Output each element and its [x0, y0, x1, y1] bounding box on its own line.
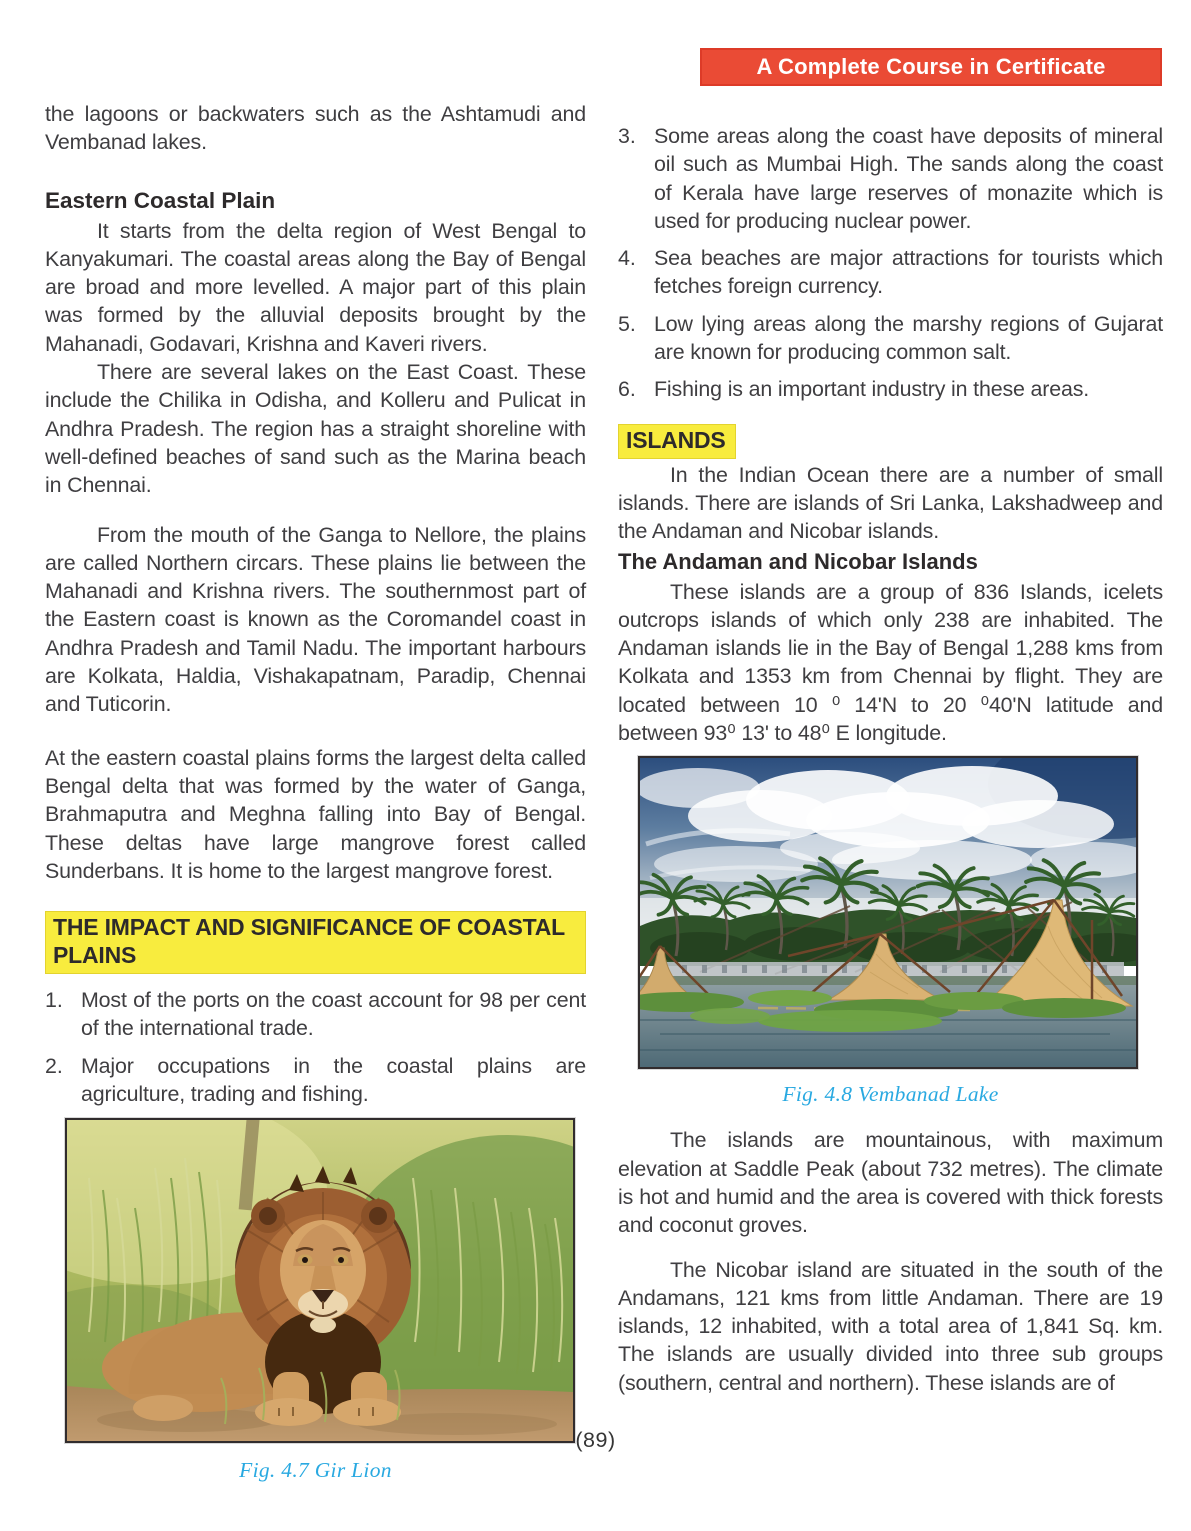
list-item-number: 5.	[618, 311, 636, 336]
eastern-plain-paragraph-2: There are several lakes on the East Coast. These include the Chilika in Odisha, and Kolleru and Pulicat in Andhra Pradesh. The region has a straight shoreline with well-defined beaches of sand such as the Marina beach in Chennai.	[45, 360, 586, 498]
significance-list-continued	[618, 122, 1163, 404]
list-item	[45, 1052, 586, 1109]
page-number: (89)	[575, 1428, 616, 1452]
figure-caption: Fig. 4.7 Gir Lion	[239, 1458, 392, 1483]
gir-lion-photo	[65, 1118, 575, 1443]
list-item	[618, 244, 1163, 301]
islands-intro-paragraph: In the Indian Ocean there are a number of small islands. There are islands of Sri Lanka, Lakshadweep and the Andaman and Nicobar islands.	[618, 462, 1163, 544]
list-item-text: Some areas along the coast have deposits of mineral oil such as Mumbai High. The sands along the coast of Kerala have large reserves of monazite which is used for producing nuclear power.	[654, 124, 1163, 233]
right-column	[618, 40, 1163, 1397]
islands-heading-wrap	[618, 424, 1163, 459]
bengal-delta-paragraph: At the eastern coastal plains forms the largest delta called Bengal delta that was formed by the water of Ganga, Brahmaputra and Meghna falling into Bay of Bengal. These deltas have large mangrove forest called Sunderbans. It is home to the largest mangrove forest.	[45, 745, 586, 883]
vembanad-lake-photo	[638, 756, 1138, 1069]
figure-caption: Fig. 4.8 Vembanad Lake	[782, 1082, 999, 1107]
list-item-number: 2.	[45, 1053, 63, 1078]
andaman-nicobar-subheading: The Andaman and Nicobar Islands	[618, 548, 978, 574]
gir-lion-photo-svg	[67, 1120, 573, 1441]
list-item-number: 6.	[618, 377, 636, 402]
list-item-text: Sea beaches are major attractions for tourists which fetches foreign currency.	[654, 246, 1163, 299]
list-item	[618, 122, 1163, 235]
list-item-text: Fishing is an important industry in these areas.	[654, 377, 1090, 402]
eastern-coastal-plain-heading: Eastern Coastal Plain	[45, 187, 276, 213]
impact-list	[45, 986, 586, 1108]
left-column	[45, 100, 586, 1483]
list-item-text: Major occupations in the coastal plains are agriculture, trading and fishing.	[81, 1053, 586, 1107]
list-item-number: 4.	[618, 246, 636, 271]
intro-continuation-paragraph: the lagoons or backwaters such as the Ashtamudi and Vembanad lakes.	[45, 102, 586, 155]
andaman-nicobar-paragraph: These islands are a group of 836 Islands, icelets outcrops islands of which only 238 are inhabited. The Andaman islands lie in the Bay of Bengal 1,288 kms from Kolkata and 1353 km from Chennai by flight. They are located between 10 ⁰ 14'N to 20 ⁰40'N latitude and between 93⁰ 13' to 48⁰ E longitude.	[618, 579, 1163, 746]
list-item	[618, 310, 1163, 367]
impact-significance-heading: THE IMPACT AND SIGNIFICANCE OF COASTAL PLAINS	[45, 911, 586, 974]
list-item-number: 3.	[618, 124, 636, 148]
impact-heading-wrap	[45, 911, 586, 974]
book-title-banner: A Complete Course in Certificate Geography-II	[700, 48, 1162, 86]
list-item	[618, 375, 1163, 403]
eastern-plain-paragraph-3: From the mouth of the Ganga to Nellore, the plains are called Northern circars. These plains lie between the Mahanadi and Krishna rivers. The southernmost part of the Eastern coast is known as the Coromandel coast in Andhra Pradesh and Tamil Nadu. The important harbours are Kolkata, Haldia, Vishakapatnam, Paradip, Chennai and Tuticorin.	[45, 522, 586, 717]
eastern-plain-paragraph-1: It starts from the delta region of West Bengal to Kanyakumari. The coastal areas along the Bay of Bengal are broad and more levelled. A major part of this plain was formed by the alluvial deposits brought by the Mahanadi, Godavari, Krishna and Kaveri rivers.	[45, 218, 586, 356]
list-item-text: Low lying areas along the marshy regions of Gujarat are known for producing common salt.	[654, 311, 1163, 365]
vembanad-lake-figure	[618, 756, 1163, 1107]
list-item	[45, 986, 586, 1043]
islands-mountainous-paragraph: The islands are mountainous, with maximum elevation at Saddle Peak (about 732 metres). The climate is hot and humid and the area is covered with thick forests and coconut groves.	[618, 1128, 1163, 1238]
nicobar-islands-paragraph: The Nicobar island are situated in the south of the Andamans, 121 kms from little Andaman. There are 19 islands, 12 inhabited, with a total area of 1,841 Sq. km. The islands are usually divided into three sub groups (southern, central and northern). These islands are of	[618, 1257, 1163, 1395]
list-item-number: 1.	[45, 988, 63, 1013]
list-item-text: Most of the ports on the coast account for 98 per cent of the international trade.	[81, 988, 586, 1041]
vembanad-lake-photo-svg	[640, 758, 1136, 1067]
islands-heading: ISLANDS	[618, 424, 736, 459]
